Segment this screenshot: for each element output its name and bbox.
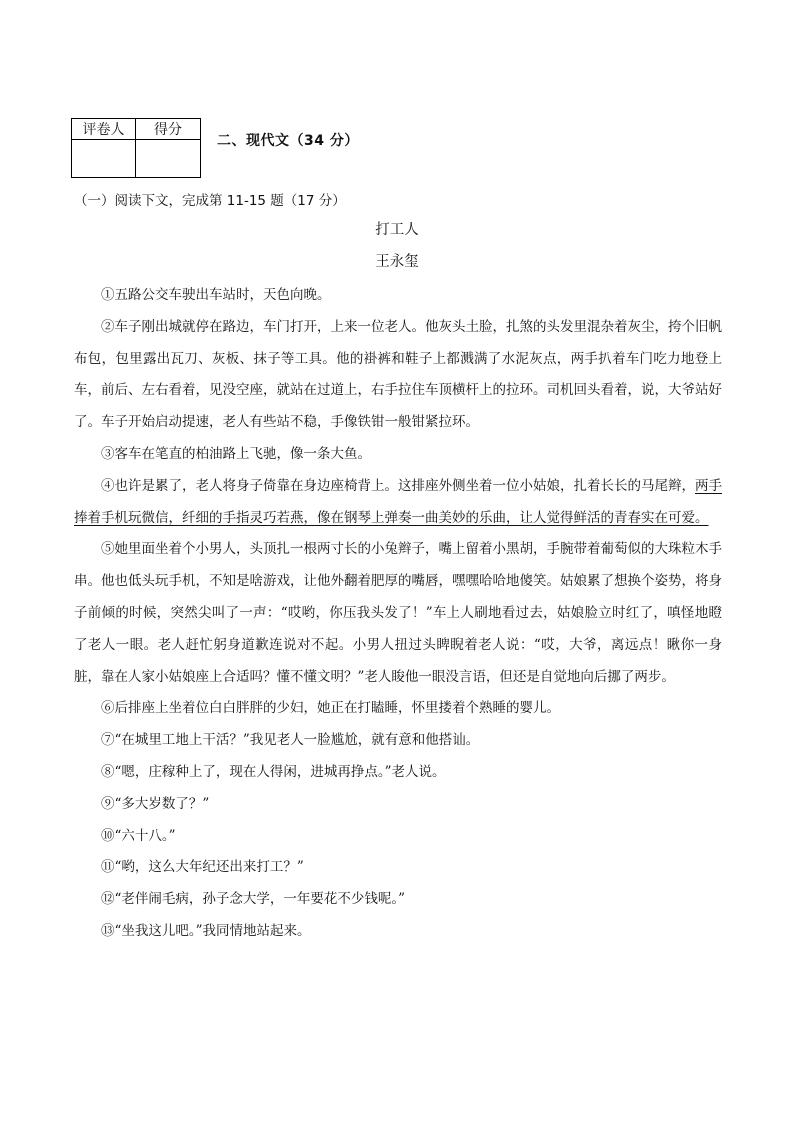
paragraph-8: ⑧“嗯，庄稼种上了，现在人得闲，进城再挣点。”老人说。 [101,763,446,780]
paragraph-1: ①五路公交车驶出车站时，天色向晚。 [101,287,331,303]
paragraph-13: ⑬“坐我这儿吧。”我同情地站起来。 [101,922,311,939]
underlined-passage: 两手捧着手机玩微信，纤细的手指灵巧若燕，像在钢琴上弹奏一曲美妙的乐曲，让人觉得鲜活的青春实在可爱。 [74,477,722,526]
section-heading: 二、现代文（34 分） [217,133,359,149]
article-body [74,280,722,948]
paragraph-5: ⑤她里面坐着个小男人，头顶扎一根两寸长的小兔辫子，嘴上留着小黑胡，手腕带着葡萄似的大珠粒木手串。他也低头玩手机，不知是啥游戏，让他外翻着肥厚的嘴唇，嘿嘿哈哈地傻笑。姑娘累了想换个姿势，将身子前倾的时候，突然尖叫了一声：“哎哟，你压我头发了！”车上人刷地看过去，姑娘脸立时红了，嗔怪地瞪了老人一眼。老人赶忙躬身道歉连说对不起。小男人扭过头睥睨着老人说：“哎，大爷，离远点！瞅你一身脏，靠在人家小姑娘座上合适吗？懂不懂文明？”老人睃他一眼没言语，但还是自觉地向后挪了两步。 [74,541,722,685]
reviewer-cell [72,140,136,178]
article-title: 打工人 [375,222,419,238]
paragraph-11: ⑪“哟，这么大年纪还出来打工？” [101,859,304,876]
paragraph-2: ②车子刚出城就停在路边，车门打开，上来一位老人。他灰头土脸，扎煞的头发里混杂着灰尘，挎个旧帆布包，包里露出瓦刀、灰板、抹子等工具。他的褂裤和鞋子上都溅满了水泥灰点，两手扒着车门吃力地登上车，前后、左右看着，见没空座，就站在过道上，右手拉住车顶横杆上的拉环。司机回头看着，说，大爷站好了。车子开始启动提速，老人有些站不稳，手像铁钳一般钳紧拉环。 [74,318,722,431]
paragraph-12: ⑫“老伴闹毛病，孙子念大学，一年要花不少钱呢。” [101,891,406,908]
score-box [71,118,201,178]
reviewer-label: 评卷人 [72,119,136,140]
paragraph-4-lead: ④也许是累了，老人将身子倚靠在身边座椅背上。这排座外侧坐着一位小姑娘，扎着长长的马尾辫， [101,477,695,494]
score-label: 得分 [136,119,201,140]
article-author: 王永玺 [375,254,419,270]
paragraph-3: ③客车在笔直的柏油路上飞驰，像一条大鱼。 [101,445,371,462]
paragraph-10: ⑩“六十八。” [101,827,176,844]
score-cell [136,140,201,178]
reading-instruction: （一）阅读下文，完成第 11-15 题（17 分） [74,193,346,209]
paragraph-6: ⑥后排座上坐着位白白胖胖的少妇，她正在打瞌睡，怀里搂着个熟睡的婴儿。 [101,700,560,717]
paragraph-4 [74,471,722,535]
paragraph-7: ⑦“在城里工地上干活？”我见老人一脸尴尬，就有意和他搭讪。 [101,732,480,749]
paragraph-9: ⑨“多大岁数了？” [101,795,210,812]
